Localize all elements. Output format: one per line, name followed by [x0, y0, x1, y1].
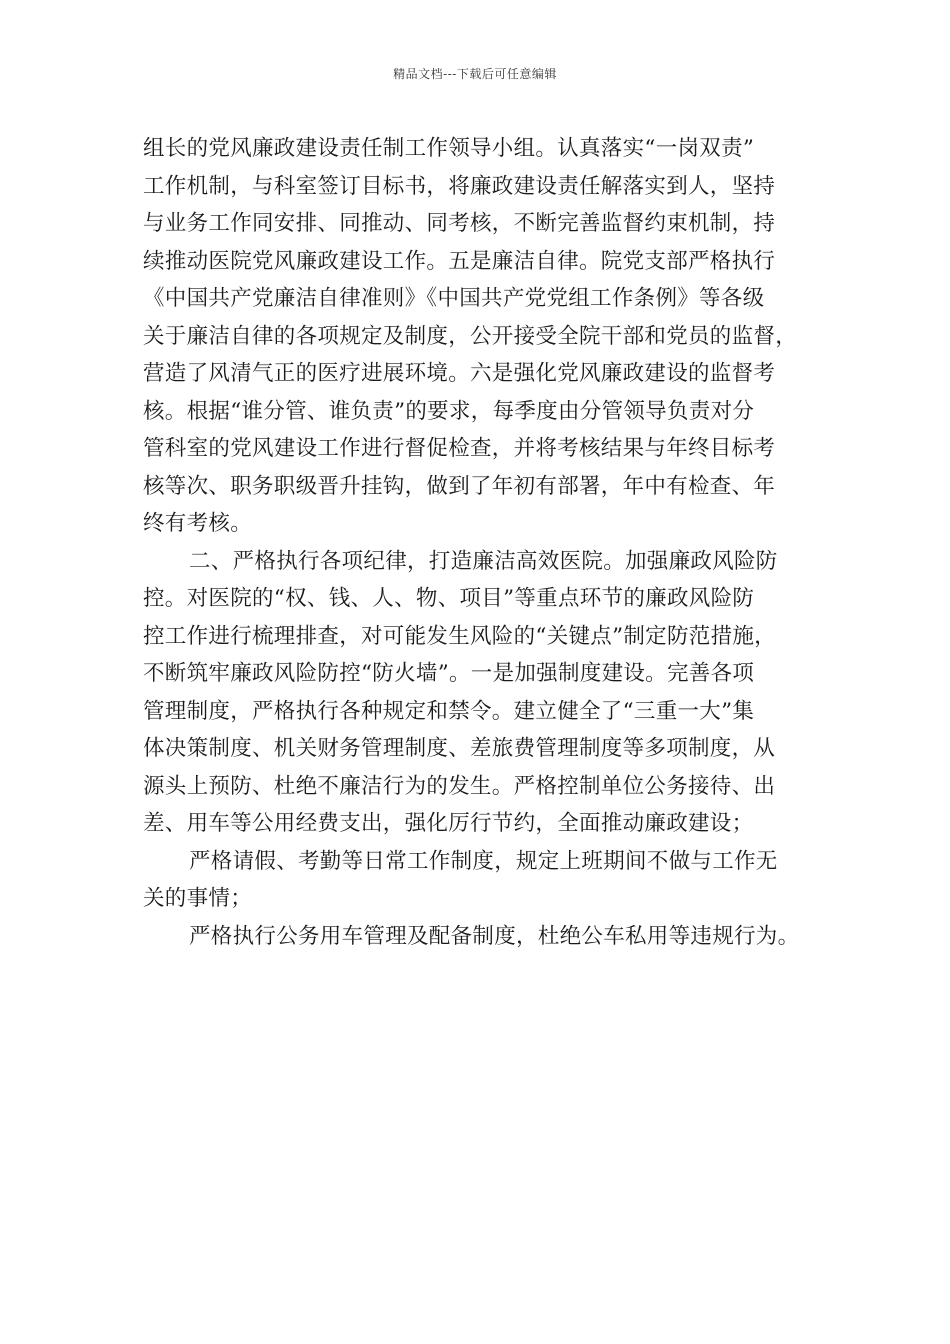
text-line: 源头上预防、杜绝不廉洁行为的发生。严格控制单位公务接待、出	[143, 773, 776, 799]
text-line: 控工作进行梳理排查，对可能发生风险的“关键点”制定防范措施，	[143, 623, 776, 649]
text-line: 控。对医院的“权、钱、人、物、项目”等重点环节的廉政风险防	[143, 586, 755, 611]
paragraph-start-line: 二、严格执行各项纪律，打造廉洁高效医院。加强廉政风险防	[189, 548, 778, 574]
paragraph-start-line: 严格执行公务用车管理及配备制度，杜绝公车私用等违规行为。	[189, 923, 800, 949]
text-line: 《中国共产党廉洁自律准则》《中国共产党党组工作条例》等各级	[143, 286, 765, 311]
text-line: 核等次、职务职级晋升挂钩，做到了年初有部署，年中有检查、年	[143, 473, 776, 499]
text-line: 核。根据“谁分管、谁负责”的要求，每季度由分管领导负责对分	[143, 398, 755, 424]
text-line: 关的事情；	[143, 886, 253, 911]
text-line: 差、用车等公用经费支出，强化厉行节约，全面推动廉政建设；	[143, 811, 754, 836]
document-body	[143, 130, 823, 955]
text-line: 与业务工作同安排、同推动、同考核，不断完善监督约束机制，持	[143, 211, 776, 236]
text-line: 管科室的党风建设工作进行督促检查，并将考核结果与年终目标考	[143, 436, 776, 461]
text-line: 终有考核。	[143, 511, 253, 536]
text-line: 续推动医院党风廉政建设工作。五是廉洁自律。院党支部严格执行	[143, 248, 776, 274]
paragraph-start-line: 严格请假、考勤等日常工作制度，规定上班期间不做与工作无	[189, 848, 778, 874]
text-line: 管理制度，严格执行各种规定和禁令。建立健全了“三重一大”集	[143, 698, 755, 724]
text-line: 营造了风清气正的医疗进展环境。六是强化党风廉政建设的监督考	[143, 361, 776, 386]
page-header: 精品文档---下载后可任意编辑	[393, 67, 557, 81]
text-line: 体决策制度、机关财务管理制度、差旅费管理制度等多项制度，从	[143, 736, 776, 761]
text-line: 工作机制，与科室签订目标书，将廉政建设责任解落实到人，坚持	[143, 173, 776, 199]
text-line: 关于廉洁自律的各项规定及制度，公开接受全院干部和党员的监督，	[143, 323, 798, 349]
text-line: 组长的党风廉政建设责任制工作领导小组。认真落实“一岗双责”	[143, 136, 755, 161]
text-line: 不断筑牢廉政风险防控“防火墙”。一是加强制度建设。完善各项	[143, 661, 755, 686]
